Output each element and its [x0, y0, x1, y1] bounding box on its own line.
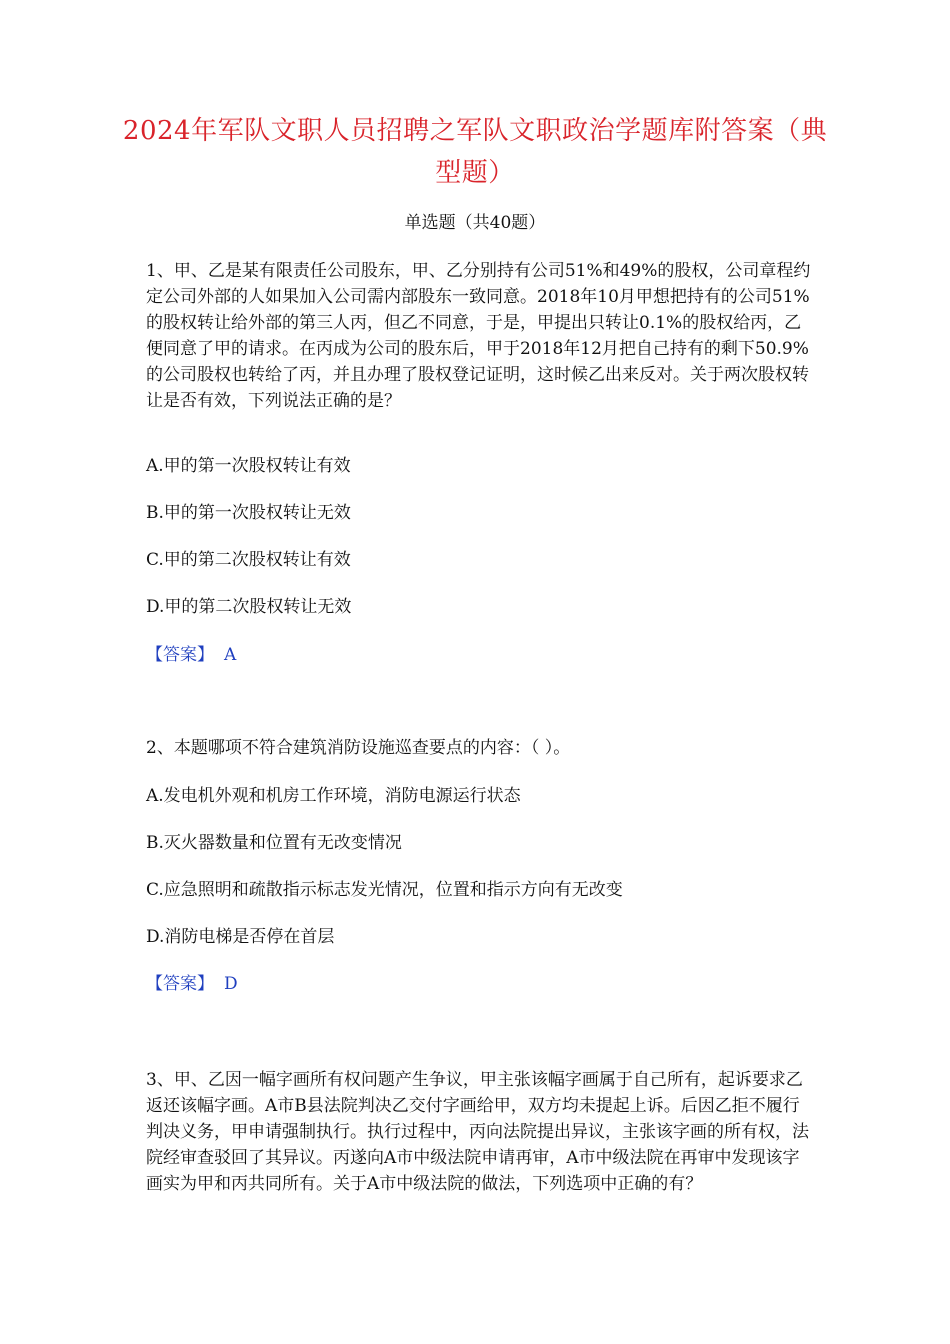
question-2-stem: 2、本题哪项不符合建筑消防设施巡查要点的内容：（ ）。	[146, 738, 571, 758]
question-1-answer	[146, 642, 812, 668]
question-3-stem: 3、甲、乙因一幅字画所有权问题产生争议，甲主张该幅字画属于自己所有，起诉要求乙返还该幅字画。A市B县法院判决乙交付字画给甲，双方均未提起上诉。后因乙拒不履行判决义务，甲申请强制执行。执行过程中，丙向法院提出异议，主张该字画的所有权，法院经审查驳回了其异议。丙遂向A市中级法院申请再审，A市中级法院在再审中发现该字画实为甲和丙共同所有。关于A市中级法院的做法，下列选项中正确的有？	[146, 1070, 809, 1194]
question-1-option-c: C.甲的第二次股权转让有效	[146, 550, 351, 570]
document-title: 2024年军队文职人员招聘之军队文职政治学题库附答案（典型题）	[122, 116, 828, 188]
answer-value: A	[224, 645, 237, 665]
question-2-answer	[146, 971, 812, 997]
question-1-stem: 1、甲、乙是某有限责任公司股东，甲、乙分别持有公司51%和49%的股权，公司章程约定公司外部的人如果加入公司需内部股东一致同意。2018年10月甲想把持有的公司51%的股权转让给外部的第三人丙，但乙不同意，于是，甲提出只转让0.1%的股权给丙，乙便同意了甲的请求。在丙成为公司的股东后，甲于2018年12月把自己持有的剩下50.9%的公司股权也转给了丙，并且办理了股权登记证明，这时候乙出来反对。关于两次股权转让是否有效，下列说法正确的是？	[146, 261, 811, 411]
answer-label: 【答案】	[146, 645, 214, 665]
question-1-option-d: D.甲的第二次股权转让无效	[146, 597, 352, 617]
answer-value: D	[224, 974, 238, 994]
question-2-option-a: A.发电机外观和机房工作环境，消防电源运行状态	[146, 786, 521, 806]
question-2-option-d: D.消防电梯是否停在首层	[146, 927, 335, 947]
question-2-option-c: C.应急照明和疏散指示标志发光情况，位置和指示方向有无改变	[146, 880, 623, 900]
question-1-option-a: A.甲的第一次股权转让有效	[146, 456, 351, 476]
question-1-option-b: B.甲的第一次股权转让无效	[146, 503, 351, 523]
question-2-option-b: B.灭火器数量和位置有无改变情况	[146, 833, 402, 853]
section-title: 单选题（共40题）	[404, 213, 546, 233]
answer-label: 【答案】	[146, 974, 214, 994]
